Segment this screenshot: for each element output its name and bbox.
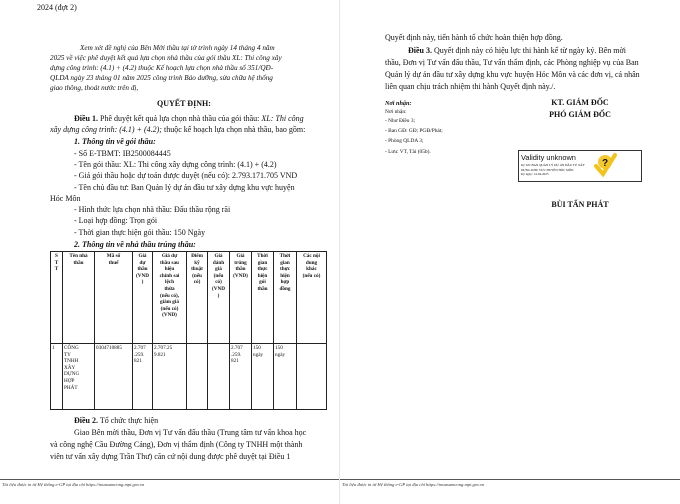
col-header-contract-duration: Thời gian thực hiện hợp đồng [274, 252, 297, 344]
validity-status: Validity unknown [521, 153, 576, 162]
cell-other [297, 344, 327, 410]
section-1-title: 1. Thông tin về gói thầu: [74, 137, 156, 146]
col-header-tax-code: Mã số thuế [95, 252, 133, 344]
footer-divider [0, 479, 340, 480]
section-2-title: 2. Thông tin về nhà thầu trúng thầu: [74, 240, 196, 249]
col-header-package-duration: Thời gian thực hiện gói thầu [252, 252, 274, 344]
cell-tax-code: 0304710885 [95, 344, 133, 410]
signer-name: BÙI TẤN PHÁT [551, 200, 609, 209]
cell-adjusted-price: 2.707.25 9.821 [153, 344, 187, 410]
winning-bidder-table [50, 251, 327, 410]
article-2-line-3: viên tư vấn xây dựng Trần Thư) căn cứ nội dung được phê duyệt tại Điều 1 [50, 452, 291, 461]
article-2-heading: Điều 2. Tổ chức thực hiện [74, 416, 159, 425]
article-2-line-2: và công nghệ Cầu Đường Cảng), Đơn vị thẩm định (Công ty TNHH một thành [50, 440, 303, 449]
svg-text:?: ? [601, 158, 609, 169]
section-1-item-4: - Tên chủ đầu tư: Ban Quản lý dự án đầu tư xây dựng khu vực huyện [74, 183, 295, 192]
footer-divider [340, 479, 680, 480]
table-header-row [51, 252, 327, 344]
col-header-other: Các nội dung khác (nếu có) [297, 252, 327, 344]
section-1-item-6: - Loại hợp đồng: Trọn gói [74, 216, 158, 225]
article-3-line-4: liên quan chịu trách nhiệm thi hành Quyết định này./. [385, 82, 556, 91]
intro-line-1: Xem xét đề nghị của Bên Mời thầu tại tờ trình ngày 14 tháng 4 năm [80, 44, 275, 52]
col-header-evaluated-price: Giá đánh giá (nếu có) (VND ) [208, 252, 230, 344]
recipients-subtitle: Nơi nhận: [385, 109, 407, 115]
section-1-item-7: - Thời gian thực hiện gói thầu: 150 Ngày [74, 228, 206, 237]
section-1-item-1: - Số E-TBMT: IB2500084445 [74, 149, 171, 158]
recipient-4: - Lưu: VT, Tài (05b). [385, 149, 431, 155]
article-3-line-3: Quản lý dự án đầu tư xây dựng khu vực huyện Hóc Môn và các đơn vị, cá nhân [385, 70, 640, 79]
document-page-2 [340, 0, 680, 504]
article-3-line-1: Điều 3. Quyết định này có hiệu lực thi hành kể từ ngày ký. Bên mời [408, 46, 626, 55]
intro-line-5: giao thông, thoát nước trên đị, [50, 84, 139, 92]
cell-winning-price: 2.707 .259. 821 [230, 344, 252, 410]
cell-evaluated-price [208, 344, 230, 410]
article-1-line-2: xây dựng công trình: (4.1) + (4.2); thuộc kế hoạch lựa chọn nhà thầu, bao gồm: [50, 125, 306, 134]
question-check-icon [593, 151, 617, 179]
section-1-continuation: Hóc Môn [50, 194, 81, 203]
signature-detail-1: Ký bởi: BAN QUẢN LÝ DỰ ÁN ĐẦU TƯ XÂY [521, 163, 585, 167]
col-header-winning-price: Giá trúng thầu (VND) [230, 252, 252, 344]
cell-contractor-name: CÔNG TY TNHH XÂY DỰNG HỢP PHÁT [63, 344, 95, 410]
col-header-stt: S T T [51, 252, 63, 344]
section-1-item-2: - Tên gói thầu: XL: Thi công xây dựng công trình: (4.1) + (4.2) [74, 160, 277, 169]
col-header-technical-score: Điểm kỹ thuật (nếu có) [187, 252, 208, 344]
digital-signature-box [518, 150, 642, 182]
sign-title-1: KT. GIÁM ĐỐC [551, 98, 609, 107]
recipient-1: - Như Điều 3; [385, 118, 416, 124]
table-row [51, 344, 327, 410]
footer-text: Tài liệu được in từ Hệ thống e-GP tại địa chỉ https://muasamcong.mpi.gov.vn [342, 482, 485, 487]
col-header-bid-price: Giá dự thầu (VND ) [133, 252, 153, 344]
signature-detail-3: Ký ngày: 14-04-2025 [521, 172, 549, 176]
section-1-item-5: - Hình thức lựa chọn nhà thầu: Đấu thầu rộng rãi [74, 205, 231, 214]
section-1-item-3: - Giá gói thầu hoặc dự toán được duyệt (nếu có): 2.793.171.705 VND [74, 171, 298, 180]
decision-heading: QUYẾT ĐỊNH: [157, 99, 211, 108]
col-header-contractor-name: Tên nhà thầu [63, 252, 95, 344]
article-3-line-2: thầu, Đơn vị Tư vấn đấu thầu, Tư vấn thẩm định, các Phòng nghiệp vụ của Ban [385, 58, 639, 67]
recipient-3: - Phòng QLDA 3; [385, 138, 424, 144]
cell-stt: 1 [51, 344, 63, 410]
intro-line-4: QLDA ngày 23 tháng 01 năm 2025 công trình Bảo dưỡng, sửa chữa hệ thống [50, 74, 273, 82]
recipients-title: Nơi nhận: [385, 100, 412, 107]
article-2-line-1: Giao Bên mời thầu, Đơn vị Tư vấn đấu thầu (Trung tâm tư vấn khoa học [74, 428, 307, 437]
sign-title-2: PHÓ GIÁM ĐỐC [549, 110, 611, 119]
cell-technical-score [187, 344, 208, 410]
intro-line-2: 2025 về việc phê duyệt kết quả lựa chọn nhà thầu của gói thầu XL: Thi công xây [50, 54, 282, 62]
cell-package-duration: 150 ngày [252, 344, 274, 410]
recipient-2: - Ban GĐ: GĐ; PGĐ/Phát; [385, 128, 443, 134]
article-1-line-1: Điều 1. Phê duyệt kết quả lựa chọn nhà thầu của gói thầu: XL: Thi công [74, 114, 304, 123]
intro-line-3: dựng công trình: (4.1) + (4.2) thuộc Kế hoạch lựa chọn nhà thầu số 351/QĐ- [50, 64, 274, 72]
header-line: 2024 (đợt 2) [37, 3, 77, 12]
cell-contract-duration: 150 ngày [274, 344, 297, 410]
page-2-line-1: Quyết định này, tiến hành tổ chức hoàn thiện hợp đồng. [385, 33, 563, 42]
footer-text: Tài liệu được in từ Hệ thống e-GP tại địa chỉ https://muasamcong.mpi.gov.vn [2, 482, 145, 487]
cell-bid-price: 2.707 .259. 821 [133, 344, 153, 410]
signature-detail-2: DỰNG KHU VỰC HUYỆN HÓC MÔN [521, 167, 574, 172]
col-header-adjusted-price: Giá dự thầu sau hiệu chỉnh sai lệch thừa (nếu có), giảm giá (nếu có) (VND) [153, 252, 187, 344]
